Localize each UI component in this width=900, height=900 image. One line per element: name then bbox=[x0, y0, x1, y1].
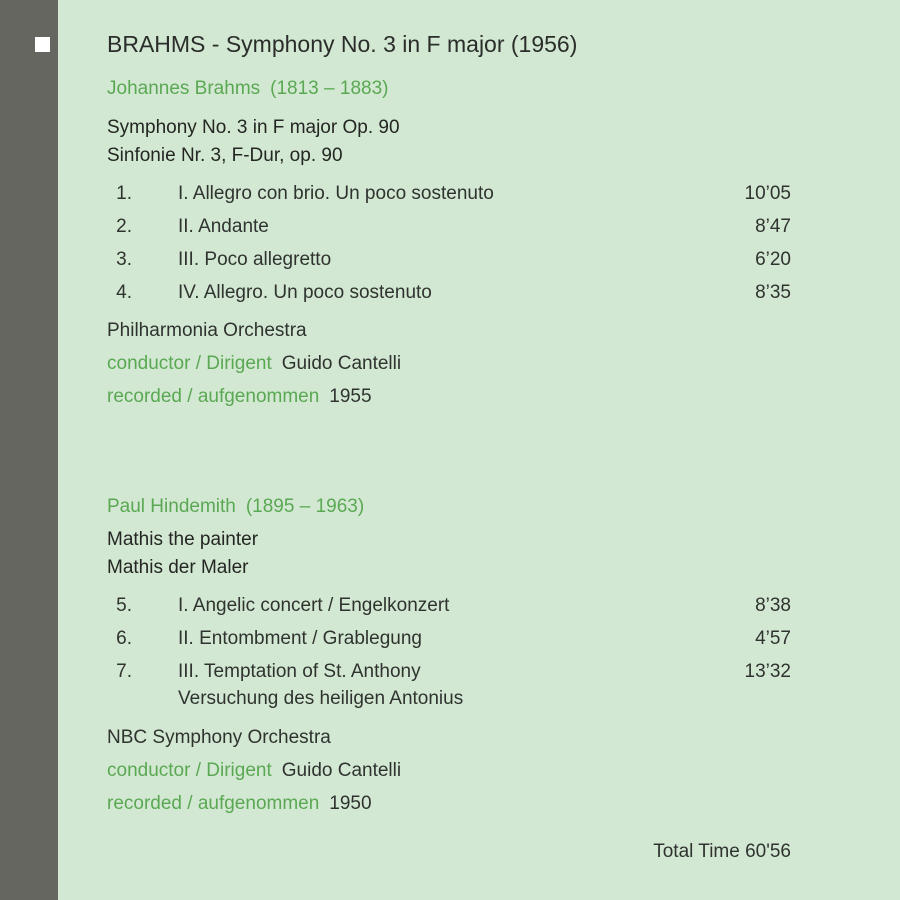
conductor-label: conductor / Dirigent bbox=[107, 353, 272, 374]
recorded-label: recorded / aufgenommen bbox=[107, 386, 320, 407]
work-title-en: Mathis the painter bbox=[107, 529, 259, 550]
track-number: 5. bbox=[116, 595, 132, 616]
recorded-label: recorded / aufgenommen bbox=[107, 793, 320, 814]
conductor-name: Guido Cantelli bbox=[281, 353, 402, 374]
track-duration: 8’47 bbox=[755, 216, 791, 237]
track-duration: 8’38 bbox=[755, 595, 791, 616]
conductor-line bbox=[107, 760, 401, 782]
orchestra: NBC Symphony Orchestra bbox=[107, 727, 331, 748]
recorded-year: 1950 bbox=[329, 793, 372, 814]
composer-dates: (1813 – 1883) bbox=[270, 78, 389, 99]
work-title-de: Sinfonie Nr. 3, F-Dur, op. 90 bbox=[107, 145, 343, 166]
track-duration: 6’20 bbox=[755, 249, 791, 270]
sidebar bbox=[0, 0, 58, 900]
track-title: III. Temptation of St. Anthony bbox=[178, 661, 421, 682]
track-number: 6. bbox=[116, 628, 132, 649]
total-time: Total Time 60'56 bbox=[653, 841, 791, 862]
composer-dates: (1895 – 1963) bbox=[245, 496, 365, 517]
conductor-name: Guido Cantelli bbox=[281, 760, 402, 781]
square-bullet-icon bbox=[35, 37, 50, 52]
recorded-line bbox=[107, 386, 372, 408]
track-title: II. Entombment / Grablegung bbox=[178, 628, 422, 649]
track-title: II. Andante bbox=[178, 216, 269, 237]
work-title-de: Mathis der Maler bbox=[107, 557, 249, 578]
page-title: BRAHMS - Symphony No. 3 in F major (1956) bbox=[107, 31, 578, 57]
composer-name: Johannes Brahms bbox=[107, 78, 261, 99]
track-duration: 10’05 bbox=[744, 183, 791, 204]
track-number: 1. bbox=[116, 183, 132, 204]
composer-name: Paul Hindemith bbox=[107, 496, 236, 517]
conductor-label: conductor / Dirigent bbox=[107, 760, 272, 781]
track-duration: 8’35 bbox=[755, 282, 791, 303]
track-subtitle: Versuchung des heiligen Antonius bbox=[178, 688, 464, 709]
track-title: III. Poco allegretto bbox=[178, 249, 332, 270]
work-title-en: Symphony No. 3 in F major Op. 90 bbox=[107, 117, 400, 138]
conductor-line bbox=[107, 353, 401, 375]
recorded-line bbox=[107, 793, 372, 815]
composer-line-hindemith bbox=[107, 496, 364, 518]
track-number: 7. bbox=[116, 661, 132, 682]
track-number: 2. bbox=[116, 216, 132, 237]
track-number: 3. bbox=[116, 249, 132, 270]
track-duration: 4’57 bbox=[755, 628, 791, 649]
orchestra: Philharmonia Orchestra bbox=[107, 320, 307, 341]
recorded-year: 1955 bbox=[329, 386, 372, 407]
composer-line-brahms bbox=[107, 78, 388, 100]
track-title: I. Angelic concert / Engelkonzert bbox=[178, 595, 450, 616]
track-duration: 13’32 bbox=[744, 661, 791, 682]
track-title: IV. Allegro. Un poco sostenuto bbox=[178, 282, 432, 303]
track-number: 4. bbox=[116, 282, 132, 303]
track-title: I. Allegro con brio. Un poco sostenuto bbox=[178, 183, 494, 204]
